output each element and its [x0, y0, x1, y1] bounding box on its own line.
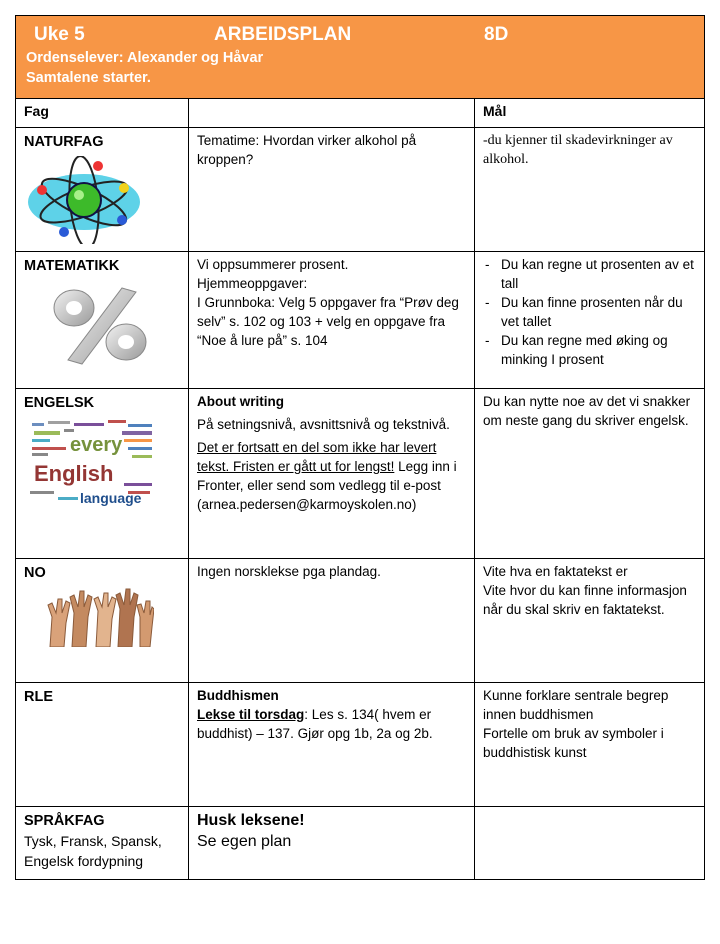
- row-no: [16, 559, 705, 683]
- row-matematikk: [16, 252, 705, 389]
- plan-table: [15, 15, 705, 880]
- content-paragraph: [197, 438, 466, 514]
- content-label: Lekse til torsdag: [197, 707, 305, 722]
- word-every: every: [70, 434, 123, 456]
- content-cell: [189, 683, 475, 807]
- content-cell: [189, 807, 475, 880]
- plan-title: ARBEIDSPLAN: [214, 24, 352, 45]
- content-cell: [189, 389, 475, 559]
- row-rle: [16, 683, 705, 807]
- row-naturfag: [16, 128, 705, 252]
- content-line: Hjemmeoppgaver:: [197, 276, 308, 291]
- goal-line: Kunne forklare sentrale begrep innen buddhismen: [483, 688, 669, 722]
- content-line: Husk leksene!: [197, 812, 305, 829]
- orderly-students: Ordenselever: Alexander og Håvar: [26, 50, 264, 66]
- row-engelsk: [16, 389, 705, 559]
- word-cloud-image: [28, 417, 158, 507]
- content-line: På setningsnivå, avsnittsnivå og tekstnivå.: [197, 417, 450, 432]
- content-underlined: Det er fortsatt en del som ikke har levert tekst. Fristen er gått ut for lengst!: [197, 440, 437, 474]
- goal-item: - Du kan finne prosenten når du vet tallet: [483, 293, 696, 331]
- content-line: Se egen plan: [197, 833, 292, 850]
- subject-name: ENGELSK: [24, 395, 95, 411]
- work-plan: [15, 15, 704, 880]
- goal-cell: [475, 252, 705, 389]
- content-line: I Grunnboka: Velg 5 oppgaver fra “Prøv deg selv” s. 102 og 103 + velg en oppgave fra “Noe å lure på” s. 104: [197, 295, 459, 348]
- column-goal: Mål: [475, 99, 705, 128]
- percent-icon: [44, 280, 164, 370]
- row-sprakfag: [16, 807, 705, 880]
- subject-cell: [16, 559, 189, 683]
- goal-cell: Du kan nytte noe av det vi snakker om neste gang du skriver engelsk.: [475, 389, 705, 559]
- subject-name: NO: [24, 565, 46, 581]
- word-language: language: [80, 490, 142, 506]
- subject-cell: [16, 807, 189, 880]
- content-line: Vi oppsummerer prosent.: [197, 257, 349, 272]
- header-row: [16, 16, 705, 99]
- goal-cell: -du kjenner til skadevirkninger av alkohol.: [475, 128, 705, 252]
- content-cell: [189, 252, 475, 389]
- week-label: Uke 5: [34, 24, 85, 45]
- plan-header: [16, 16, 705, 99]
- goal-cell: [475, 807, 705, 880]
- raised-hands-image: [44, 587, 154, 647]
- header-note: Samtalene starter.: [26, 70, 151, 86]
- content-title: Buddhismen: [197, 688, 279, 703]
- word-english: English: [34, 461, 114, 486]
- content-paragraph: [197, 705, 466, 743]
- subject-name: SPRÅKFAG: [24, 813, 105, 829]
- goal-cell: [475, 683, 705, 807]
- goal-line: Vite hva en faktatekst er: [483, 564, 628, 579]
- goal-list: [483, 255, 696, 369]
- content-rest: : Les s. 134( hvem er buddhist) – 137. Gjør opg 1b, 2a og 2b.: [197, 707, 433, 741]
- subject-cell: [16, 252, 189, 389]
- column-subject: Fag: [16, 99, 189, 128]
- subject-cell: [16, 389, 189, 559]
- subject-name: RLE: [24, 689, 53, 705]
- subject-name: NATURFAG: [24, 134, 104, 150]
- content-cell: Ingen norsklekse pga plandag.: [189, 559, 475, 683]
- content-rest: Legg inn i Fronter, eller send som vedlegg til e-post (arnea.pedersen@karmoyskolen.no): [197, 459, 457, 512]
- class-label: 8D: [484, 24, 509, 45]
- goal-item: - Du kan regne ut prosenten av et tall: [483, 255, 696, 293]
- column-header-row: [16, 99, 705, 128]
- subject-name: MATEMATIKK: [24, 258, 120, 274]
- atom-icon: [24, 156, 144, 244]
- content-title: About writing: [197, 394, 284, 409]
- content-cell: Tematime: Hvordan virker alkohol på kroppen?: [189, 128, 475, 252]
- subject-detail: Tysk, Fransk, Spansk, Engelsk fordypning: [24, 833, 162, 869]
- subject-cell: [16, 128, 189, 252]
- goal-item: - Du kan regne med øking og minking I prosent: [483, 331, 696, 369]
- goal-line: Vite hvor du kan finne informasjon når du skal skriv en faktatekst.: [483, 583, 687, 617]
- column-content: [189, 99, 475, 128]
- goal-cell: [475, 559, 705, 683]
- subject-cell: [16, 683, 189, 807]
- goal-line: Fortelle om bruk av symboler i buddhistisk kunst: [483, 726, 664, 760]
